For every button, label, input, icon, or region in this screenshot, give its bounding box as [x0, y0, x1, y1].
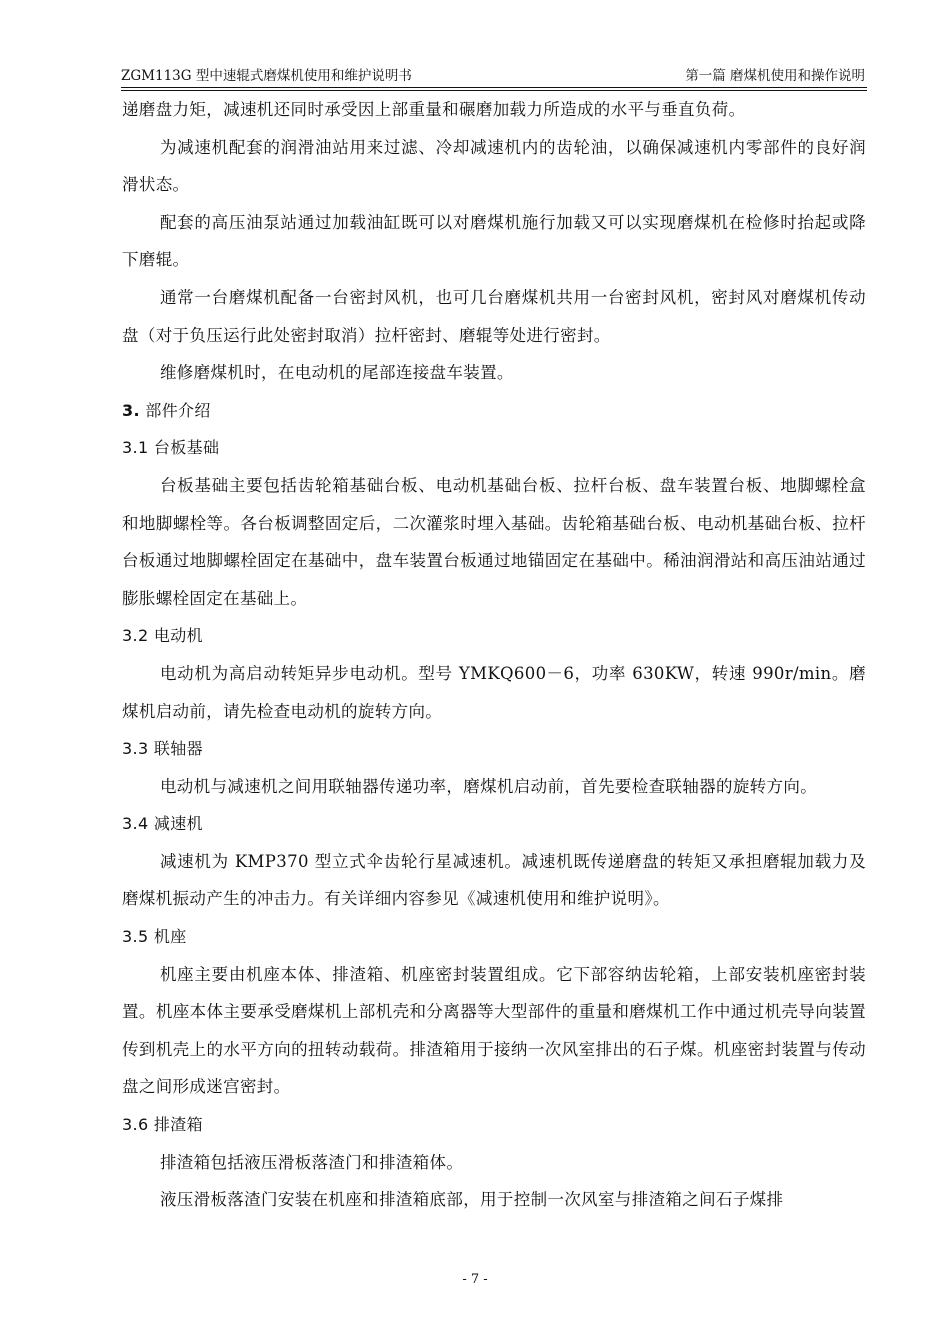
page-number: - 7 -	[462, 1272, 488, 1287]
paragraph-gearbox: 减速机为 KMP370 型立式伞齿轮行星减速机。减速机既传递磨盘的转矩又承担磨辊加载力及磨煤机振动产生的冲击力。有关详细内容参见《减速机使用和维护说明》。	[122, 851, 866, 909]
section-heading-3-6: 3.6 排渣箱	[122, 1115, 203, 1135]
page-header	[121, 66, 867, 86]
paragraph-coupling: 电动机与减速机之间用联轴器传递功率，磨煤机启动前，首先要检查联轴器的旋转方向。	[159, 776, 818, 796]
paragraph-seal-fan: 通常一台磨煤机配备一台密封风机，也可几台磨煤机共用一台密封风机，密封风对磨煤机传动盘（对于负压运行此处密封取消）拉杆密封、磨辊等处进行密封。	[122, 287, 866, 345]
header-rule-thin	[121, 87, 867, 88]
section-heading-3-3: 3.3 联轴器	[122, 739, 203, 759]
section-heading-3	[122, 392, 866, 430]
paragraph-reject-box: 排渣箱包括液压滑板落渣门和排渣箱体。	[159, 1152, 464, 1172]
paragraph-motor: 电动机为高启动转矩异步电动机。型号 YMKQ600－6，功率 630KW，转速 990r/min。磨煤机启动前，请先检查电动机的旋转方向。	[122, 663, 866, 721]
header-chapter-title: 第一篇 磨煤机使用和操作说明	[685, 68, 865, 84]
section-heading-3-5: 3.5 机座	[122, 927, 187, 947]
section-heading-3-4: 3.4 减速机	[122, 814, 203, 834]
paragraph-barring-gear: 维修磨煤机时，在电动机的尾部连接盘车装置。	[159, 363, 514, 383]
section-heading-3-2: 3.2 电动机	[122, 626, 203, 646]
paragraph-foundation: 台板基础主要包括齿轮箱基础台板、电动机基础台板、拉杆台板、盘车装置台板、地脚螺栓盒和地脚螺栓等。各台板调整固定后，二次灌浆时埋入基础。齿轮箱基础台板、电动机基础台板、拉杆台板通过地脚螺栓固定在基础中，盘车装置台板通过地锚固定在基础中。稀油润滑站和高压油站通过膨胀螺栓固定在基础上。	[122, 475, 866, 608]
paragraph-reject-gate: 液压滑板落渣门安装在机座和排渣箱底部，用于控制一次风室与排渣箱之间石子煤排	[159, 1190, 784, 1210]
header-document-title: ZGM113G 型中速辊式磨煤机使用和维护说明书	[121, 68, 412, 84]
page-body	[122, 91, 866, 1219]
paragraph-lubrication-station: 为减速机配套的润滑油站用来过滤、冷却减速机内的齿轮油，以确保减速机内零部件的良好润滑状态。	[122, 137, 866, 195]
section-heading-3-1: 3.1 台板基础	[122, 438, 220, 458]
paragraph-continued: 递磨盘力矩，减速机还同时承受因上部重量和碾磨加载力所造成的水平与垂直负荷。	[122, 100, 746, 119]
paragraph-high-pressure-oil: 配套的高压油泵站通过加载油缸既可以对磨煤机施行加载又可以实现磨煤机在检修时抬起或降下磨辊。	[122, 212, 866, 270]
paragraph-base: 机座主要由机座本体、排渣箱、机座密封装置组成。它下部容纳齿轮箱，上部安装机座密封装置。机座本体主要承受磨煤机上部机壳和分离器等大型部件的重量和磨煤机工作中通过机壳导向装置传到机壳上的水平方向的扭转动载荷。排渣箱用于接纳一次风室排出的石子煤。机座密封装置与传动盘之间形成迷宫密封。	[122, 964, 866, 1097]
section-number-3: 3.	[122, 400, 140, 420]
section-title-3: 部件介绍	[145, 400, 211, 420]
